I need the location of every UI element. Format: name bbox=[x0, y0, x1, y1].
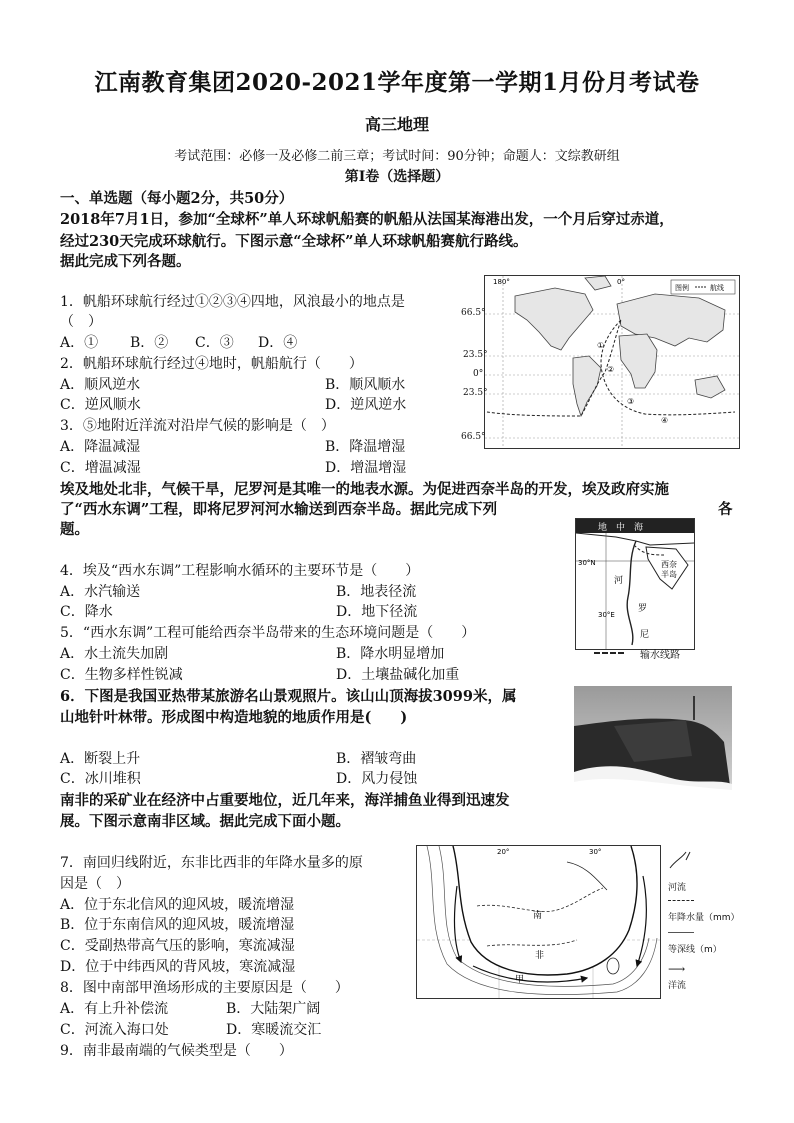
q4-option-c[interactable]: C．降水 bbox=[60, 604, 113, 620]
map3-legend-river: 河流 bbox=[668, 883, 687, 893]
map1-legend-label: 图例 bbox=[675, 284, 689, 292]
map1-lat-665s: 66.5° bbox=[461, 432, 486, 442]
q1-option-b[interactable]: B．② bbox=[130, 335, 169, 351]
map2-peninsula-line2: 半岛 bbox=[661, 570, 677, 579]
q3-option-d[interactable]: D．增温增湿 bbox=[325, 460, 407, 476]
q8-option-c[interactable]: C．河流入海口处 bbox=[60, 1022, 169, 1038]
q6-option-c[interactable]: C．冰川堆积 bbox=[60, 771, 141, 787]
map3-legend-current: 洋流 bbox=[668, 981, 687, 991]
map1-lon-0: 0° bbox=[617, 278, 625, 286]
map3-legend-depth-line bbox=[668, 932, 694, 933]
q9-stem: 9．南非最南端的气候类型是（ ） bbox=[60, 1043, 293, 1059]
q5-option-a[interactable]: A．水土流失加剧 bbox=[60, 646, 169, 662]
q8-option-b[interactable]: B．大陆架广阔 bbox=[226, 1001, 321, 1017]
map2-river-char-2: 罗 bbox=[638, 604, 648, 614]
q7-option-c[interactable]: C．受副热带高气压的影响，寒流减湿 bbox=[60, 938, 295, 954]
q7-option-b[interactable]: B．位于东南信风的迎风坡，暖流增湿 bbox=[60, 917, 295, 933]
intro2-line1: 埃及地处北非，气候干旱，尼罗河是其唯一的地表水源。为促进西奈半岛的开发，埃及政府实施 bbox=[60, 481, 669, 498]
q4-stem: 4．埃及“西水东调”工程影响水循环的主要环节是（ ） bbox=[60, 563, 420, 579]
q7-line1: 7．南回归线附近，东非比西非的年降水量多的原 bbox=[60, 855, 363, 871]
q2-option-c[interactable]: C．逆风顺水 bbox=[60, 397, 141, 413]
q7-option-a[interactable]: A．位于东北信风的迎风坡，暖流增湿 bbox=[60, 897, 295, 913]
q1-option-c[interactable]: C．③ bbox=[195, 335, 234, 351]
section-heading: 一、单选题（每小题2分，共50分） bbox=[60, 190, 294, 207]
map1-lat-235s: 23.5° bbox=[463, 388, 488, 398]
subject-title: 高三地理 bbox=[364, 115, 429, 134]
q6-option-d[interactable]: D．风力侵蚀 bbox=[336, 771, 418, 787]
q3-option-a[interactable]: A．降温减湿 bbox=[60, 439, 141, 455]
q6-option-a[interactable]: A．断裂上升 bbox=[60, 751, 141, 767]
q5-stem: 5．“西水东调”工程可能给西奈半岛带来的生态环境问题是（ ） bbox=[60, 625, 476, 641]
q8-option-a[interactable]: A．有上升补偿流 bbox=[60, 1001, 169, 1017]
map3-legend-depth: 等深线（m） bbox=[668, 945, 722, 955]
map3-legend-river-icon bbox=[668, 850, 696, 870]
q3-option-c[interactable]: C．增温减湿 bbox=[60, 460, 141, 476]
q5-option-b[interactable]: B．降水明显增加 bbox=[336, 646, 445, 662]
exam-title: 江南教育集团2020-2021学年度第一学期1月份月考试卷 bbox=[94, 69, 700, 96]
q5-option-d[interactable]: D．土壤盐碱化加重 bbox=[336, 667, 460, 683]
map3-legend-current-arrow: ⟶ bbox=[668, 962, 686, 976]
q8-option-d[interactable]: D．寒暖流交汇 bbox=[226, 1022, 322, 1038]
intro2-line3: 题。 bbox=[60, 521, 89, 538]
volume-title: 第Ⅰ卷（选择题） bbox=[344, 169, 450, 185]
map2-sea-label: 地 中 海 bbox=[598, 523, 644, 533]
map1-point-4: ④ bbox=[661, 416, 669, 425]
q7-option-d[interactable]: D．位于中纬西风的背风坡，寒流减湿 bbox=[60, 959, 296, 975]
map2-legend-line bbox=[594, 652, 624, 654]
q1-stem: 1．帆船环球航行经过①②③④四地，风浪最小的地点是 bbox=[60, 294, 405, 310]
map2-legend: 输水线路 bbox=[640, 650, 680, 661]
q4-option-a[interactable]: A．水汽输送 bbox=[60, 584, 141, 600]
q5-option-c[interactable]: C．生物多样性锐减 bbox=[60, 667, 183, 683]
map3-legend-rain-line bbox=[668, 900, 694, 901]
south-africa-map bbox=[416, 845, 661, 999]
q1-option-a[interactable]: A．① bbox=[60, 335, 99, 351]
q2-option-b[interactable]: B．顺风顺水 bbox=[325, 377, 406, 393]
map1-lat-665n: 66.5° bbox=[461, 308, 486, 318]
intro3-line1: 南非的采矿业在经济中占重要地位，近几年来，海洋捕鱼业得到迅速发 bbox=[60, 792, 510, 809]
q2-option-d[interactable]: D．逆风逆水 bbox=[325, 397, 407, 413]
map1-lat-0: 0° bbox=[473, 369, 484, 379]
q3-option-b[interactable]: B．降温增湿 bbox=[325, 439, 406, 455]
map3-legend-rain: 年降水量（mm） bbox=[668, 913, 740, 923]
map2-lat-label: 30°N bbox=[578, 559, 596, 567]
intro2-line2-tail: 各 bbox=[718, 501, 733, 518]
intro2-line2: 了“西水东调”工程，即将尼罗河河水输送到西奈半岛。据此完成下列 bbox=[60, 501, 498, 518]
map3-place-2: 非 bbox=[535, 951, 545, 961]
map2-river-char-3: 尼 bbox=[640, 630, 650, 640]
q6-line2: 山地针叶林带。形成图中构造地貌的地质作用是( ) bbox=[60, 709, 408, 726]
map1-point-2: ② bbox=[607, 365, 615, 374]
q4-option-b[interactable]: B．地表径流 bbox=[336, 584, 417, 600]
map1-lon-180: 180° bbox=[493, 278, 510, 286]
map1-lat-235n: 23.5° bbox=[463, 350, 488, 360]
q4-option-d[interactable]: D．地下径流 bbox=[336, 604, 418, 620]
intro1-line2: 经过230天完成环球航行。下图示意“全球杯”单人环球帆船赛航行路线。 bbox=[60, 233, 528, 250]
world-route-map bbox=[484, 275, 740, 449]
map1-point-1: ① bbox=[597, 341, 605, 350]
map2-river-char-1: 河 bbox=[614, 576, 624, 586]
map3-lon-30: 30° bbox=[589, 848, 602, 856]
q8-stem: 8．图中南部甲渔场形成的主要原因是（ ） bbox=[60, 980, 349, 996]
intro1-line3: 据此完成下列各题。 bbox=[60, 253, 191, 270]
q2-stem: 2．帆船环球航行经过④地时，帆船航行（ ） bbox=[60, 356, 363, 372]
q6-line1: 6．下图是我国亚热带某旅游名山景观照片。该山山顶海拔3099米，属 bbox=[60, 688, 517, 705]
q3-stem: 3．⑤地附近洋流对沿岸气候的影响是（ ） bbox=[60, 418, 335, 434]
q6-option-b[interactable]: B．褶皱弯曲 bbox=[336, 751, 417, 767]
map1-point-3: ③ bbox=[627, 397, 635, 406]
q1-paren: （ ） bbox=[60, 314, 102, 330]
q2-option-a[interactable]: A．顺风逆水 bbox=[60, 377, 141, 393]
mountain-photo bbox=[574, 686, 732, 800]
intro3-line2: 展。下图示意南非区域。据此完成下面小题。 bbox=[60, 813, 350, 830]
map2-peninsula-line1: 西奈 bbox=[661, 560, 677, 569]
intro1-line1: 2018年7月1日，参加“全球杯”单人环球帆船赛的帆船从法国某海港出发，一个月后穿过赤道， bbox=[60, 211, 674, 228]
map3-place-1: 南 bbox=[533, 911, 543, 921]
map1-legend-item: 航线 bbox=[710, 284, 724, 292]
q1-option-d[interactable]: D．④ bbox=[258, 335, 298, 351]
q7-line2: 因是（ ） bbox=[60, 876, 130, 892]
map2-lon-label: 30°E bbox=[598, 611, 615, 619]
map3-place-3: 甲 bbox=[515, 975, 525, 985]
egypt-map bbox=[575, 518, 695, 650]
map3-lon-20: 20° bbox=[497, 848, 510, 856]
exam-info: 考试范围：必修一及必修二前三章；考试时间：90分钟；命题人：文综教研组 bbox=[174, 149, 620, 164]
